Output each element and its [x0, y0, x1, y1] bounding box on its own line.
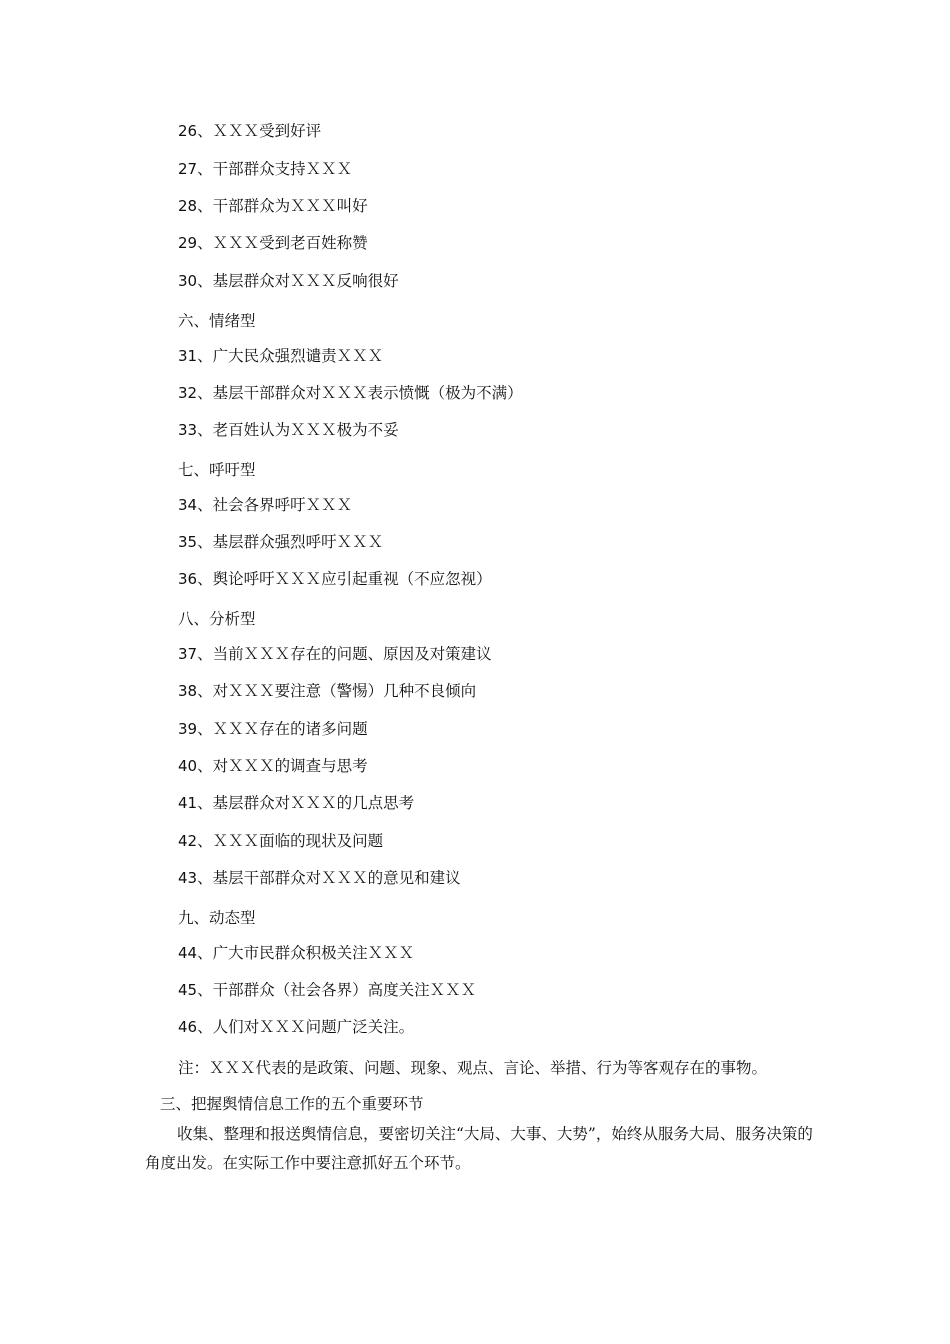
- item-text: 、社会各界呼吁ＸＸＸ: [197, 496, 353, 514]
- list-item: [178, 121, 321, 141]
- list-item: [178, 868, 461, 888]
- list-item: [178, 980, 476, 1000]
- item-number: 35: [178, 533, 198, 551]
- item-number: 29: [178, 234, 198, 252]
- list-item: [178, 831, 383, 851]
- item-number: 41: [178, 794, 198, 812]
- item-text: 、基层群众强烈呼吁ＸＸＸ: [197, 533, 384, 551]
- list-item: [178, 196, 368, 216]
- list-item: [178, 271, 399, 291]
- list-item: [178, 532, 383, 552]
- item-number: 37: [178, 645, 198, 663]
- list-item: [178, 719, 368, 739]
- item-text: 、基层干部群众对ＸＸＸ表示愤慨（极为不满）: [197, 384, 523, 402]
- section-title: 三、把握舆情信息工作的五个重要环节: [160, 1095, 424, 1113]
- item-text: 、干部群众（社会各界）高度关注ＸＸＸ: [197, 981, 477, 999]
- item-number: 38: [178, 682, 198, 700]
- list-item: [178, 681, 476, 701]
- item-number: 34: [178, 496, 198, 514]
- item-number: 46: [178, 1018, 198, 1036]
- item-text: 、基层干部群众对ＸＸＸ的意见和建议: [197, 869, 461, 887]
- section-heading-emotion: 六、情绪型: [178, 312, 256, 330]
- item-number: 26: [178, 122, 198, 140]
- item-text: 、ＸＸＸ面临的现状及问题: [197, 832, 384, 850]
- list-item: [178, 383, 523, 403]
- item-text: 、对ＸＸＸ要注意（警惕）几种不良倾向: [197, 682, 477, 700]
- item-number: 36: [178, 570, 198, 588]
- list-item: [178, 793, 414, 813]
- item-text: 、广大民众强烈谴责ＸＸＸ: [197, 347, 384, 365]
- section-heading-dynamic: 九、动态型: [178, 909, 256, 927]
- list-item: [178, 233, 368, 253]
- item-text: 、老百姓认为ＸＸＸ极为不妥: [197, 421, 399, 439]
- item-text: 、ＸＸＸ受到老百姓称赞: [197, 234, 368, 252]
- section-heading-appeal: 七、呼吁型: [178, 461, 256, 479]
- section-heading-analysis: 八、分析型: [178, 610, 256, 628]
- list-item: [178, 644, 492, 664]
- item-number: 32: [178, 384, 198, 402]
- section-paragraph: 收集、整理和报送舆情信息，要密切关注“大局、大事、大势”，始终从服务大局、服务决策的角度出发。在实际工作中要注意抓好五个环节。: [145, 1125, 813, 1172]
- item-text: 、ＸＸＸ存在的诸多问题: [197, 720, 368, 738]
- list-item: [178, 943, 414, 963]
- item-text: 、基层群众对ＸＸＸ的几点思考: [197, 794, 415, 812]
- item-number: 31: [178, 347, 198, 365]
- item-text: 、干部群众为ＸＸＸ叫好: [197, 197, 368, 215]
- item-number: 30: [178, 272, 198, 290]
- item-number: 28: [178, 197, 198, 215]
- item-number: 33: [178, 421, 198, 439]
- item-text: 、对ＸＸＸ的调查与思考: [197, 757, 368, 775]
- item-number: 40: [178, 757, 198, 775]
- list-item: [178, 569, 492, 589]
- item-text: 、舆论呼吁ＸＸＸ应引起重视（不应忽视）: [197, 570, 492, 588]
- item-number: 43: [178, 869, 198, 887]
- item-number: 39: [178, 720, 198, 738]
- list-item: [178, 756, 368, 776]
- item-text: 、干部群众支持ＸＸＸ: [197, 160, 353, 178]
- list-item: [178, 495, 352, 515]
- list-item: [178, 1017, 414, 1037]
- item-number: 44: [178, 944, 198, 962]
- item-text: 、ＸＸＸ受到好评: [197, 122, 322, 140]
- item-text: 、当前ＸＸＸ存在的问题、原因及对策建议: [197, 645, 492, 663]
- item-text: 、基层群众对ＸＸＸ反响很好: [197, 272, 399, 290]
- item-text: 、广大市民群众积极关注ＸＸＸ: [197, 944, 415, 962]
- item-number: 27: [178, 160, 198, 178]
- list-item: [178, 159, 352, 179]
- list-item: [178, 346, 383, 366]
- note-text: 注：ＸＸＸ代表的是政策、问题、现象、观点、言论、举措、行为等客观存在的事物。: [178, 1059, 768, 1077]
- item-number: 45: [178, 981, 198, 999]
- item-number: 42: [178, 832, 198, 850]
- list-item: [178, 420, 399, 440]
- item-text: 、人们对ＸＸＸ问题广泛关注。: [197, 1018, 415, 1036]
